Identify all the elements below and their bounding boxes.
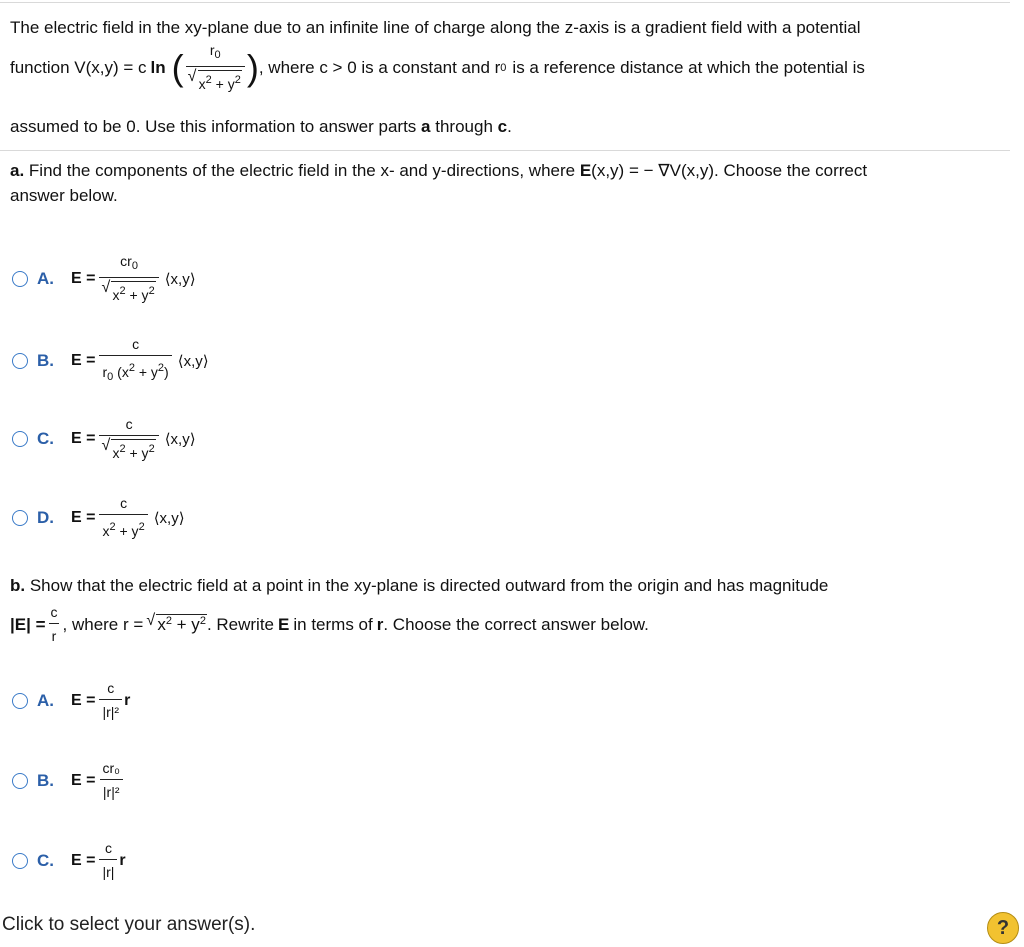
intro-line-1: The electric field in the xy-plane due to an infinite line of charge along the z-axis is a gradient field with a potential <box>10 18 861 37</box>
potential-fraction: $r_0$ √ $x^2 + y^2$ <box>186 42 245 93</box>
part-b-question-line-2: |E| = $\frac{c}{r}$ , where r = √ $x^2 + y^2$ . Rewrite E in terms of r . Choose the correct answer below. <box>10 604 649 645</box>
radio-button[interactable] <box>12 271 28 287</box>
top-divider <box>0 2 1010 3</box>
part-a-option-a[interactable]: A. E = $cr_0$ √ $x^2 + y^2$ ⟨x,y⟩ <box>12 253 196 304</box>
part-b-option-c[interactable]: C. E = $\frac{c}{|r|}$ r <box>12 840 126 881</box>
intro-line-2: function V(x,y) = c ln ( $r_0$ √ $x^2 + y^2$ ) , where c > 0 is a constant and r 0 is a reference distance at which the potential is <box>10 42 865 93</box>
function-prefix: function V(x,y) = c <box>10 57 147 77</box>
radio-button[interactable] <box>12 773 28 789</box>
ln-label: ln <box>150 57 166 77</box>
help-icon[interactable]: ? <box>987 912 1019 944</box>
part-b-option-b[interactable]: B. E = $\frac{\text{cr₀}}{\text{|r|²}}$ <box>12 760 125 801</box>
radio-button[interactable] <box>12 510 28 526</box>
footer-instruction: Click to select your answer(s). <box>2 914 256 935</box>
part-a-option-d[interactable]: D. E = $\frac{c}{x^2 + y^2}$ ⟨x,y⟩ <box>12 495 185 540</box>
function-suffix: , where c > 0 is a constant and r <box>258 57 501 77</box>
part-a-question: a. Find the components of the electric field in the x- and y-directions, where E(x,y) = − ∇V(x,y). Choose the correct <box>10 161 868 180</box>
section-divider <box>0 150 1010 151</box>
intro-line-3: assumed to be 0. Use this information to answer parts a through c. <box>10 117 512 136</box>
function-suffix-2: is a reference distance at which the potential is <box>512 57 865 77</box>
radio-button[interactable] <box>12 431 28 447</box>
part-a-option-b[interactable]: B. E = $\frac{c}{r_0 (x^2 + y^2)}$ ⟨x,y⟩ <box>12 336 209 386</box>
radio-button[interactable] <box>12 693 28 709</box>
radio-button[interactable] <box>12 853 28 869</box>
part-a-question-line-2: answer below. <box>10 186 118 205</box>
part-a-option-c[interactable]: C. E = c √ $x^2 + y^2$ ⟨x,y⟩ <box>12 416 196 462</box>
part-b-option-a[interactable]: A. E = $\frac{c}{\text{|r|²}}$ r <box>12 680 130 721</box>
part-b-question: b. Show that the electric field at a point in the xy-plane is directed outward from the origin and has magnitude <box>10 576 829 595</box>
radio-button[interactable] <box>12 353 28 369</box>
